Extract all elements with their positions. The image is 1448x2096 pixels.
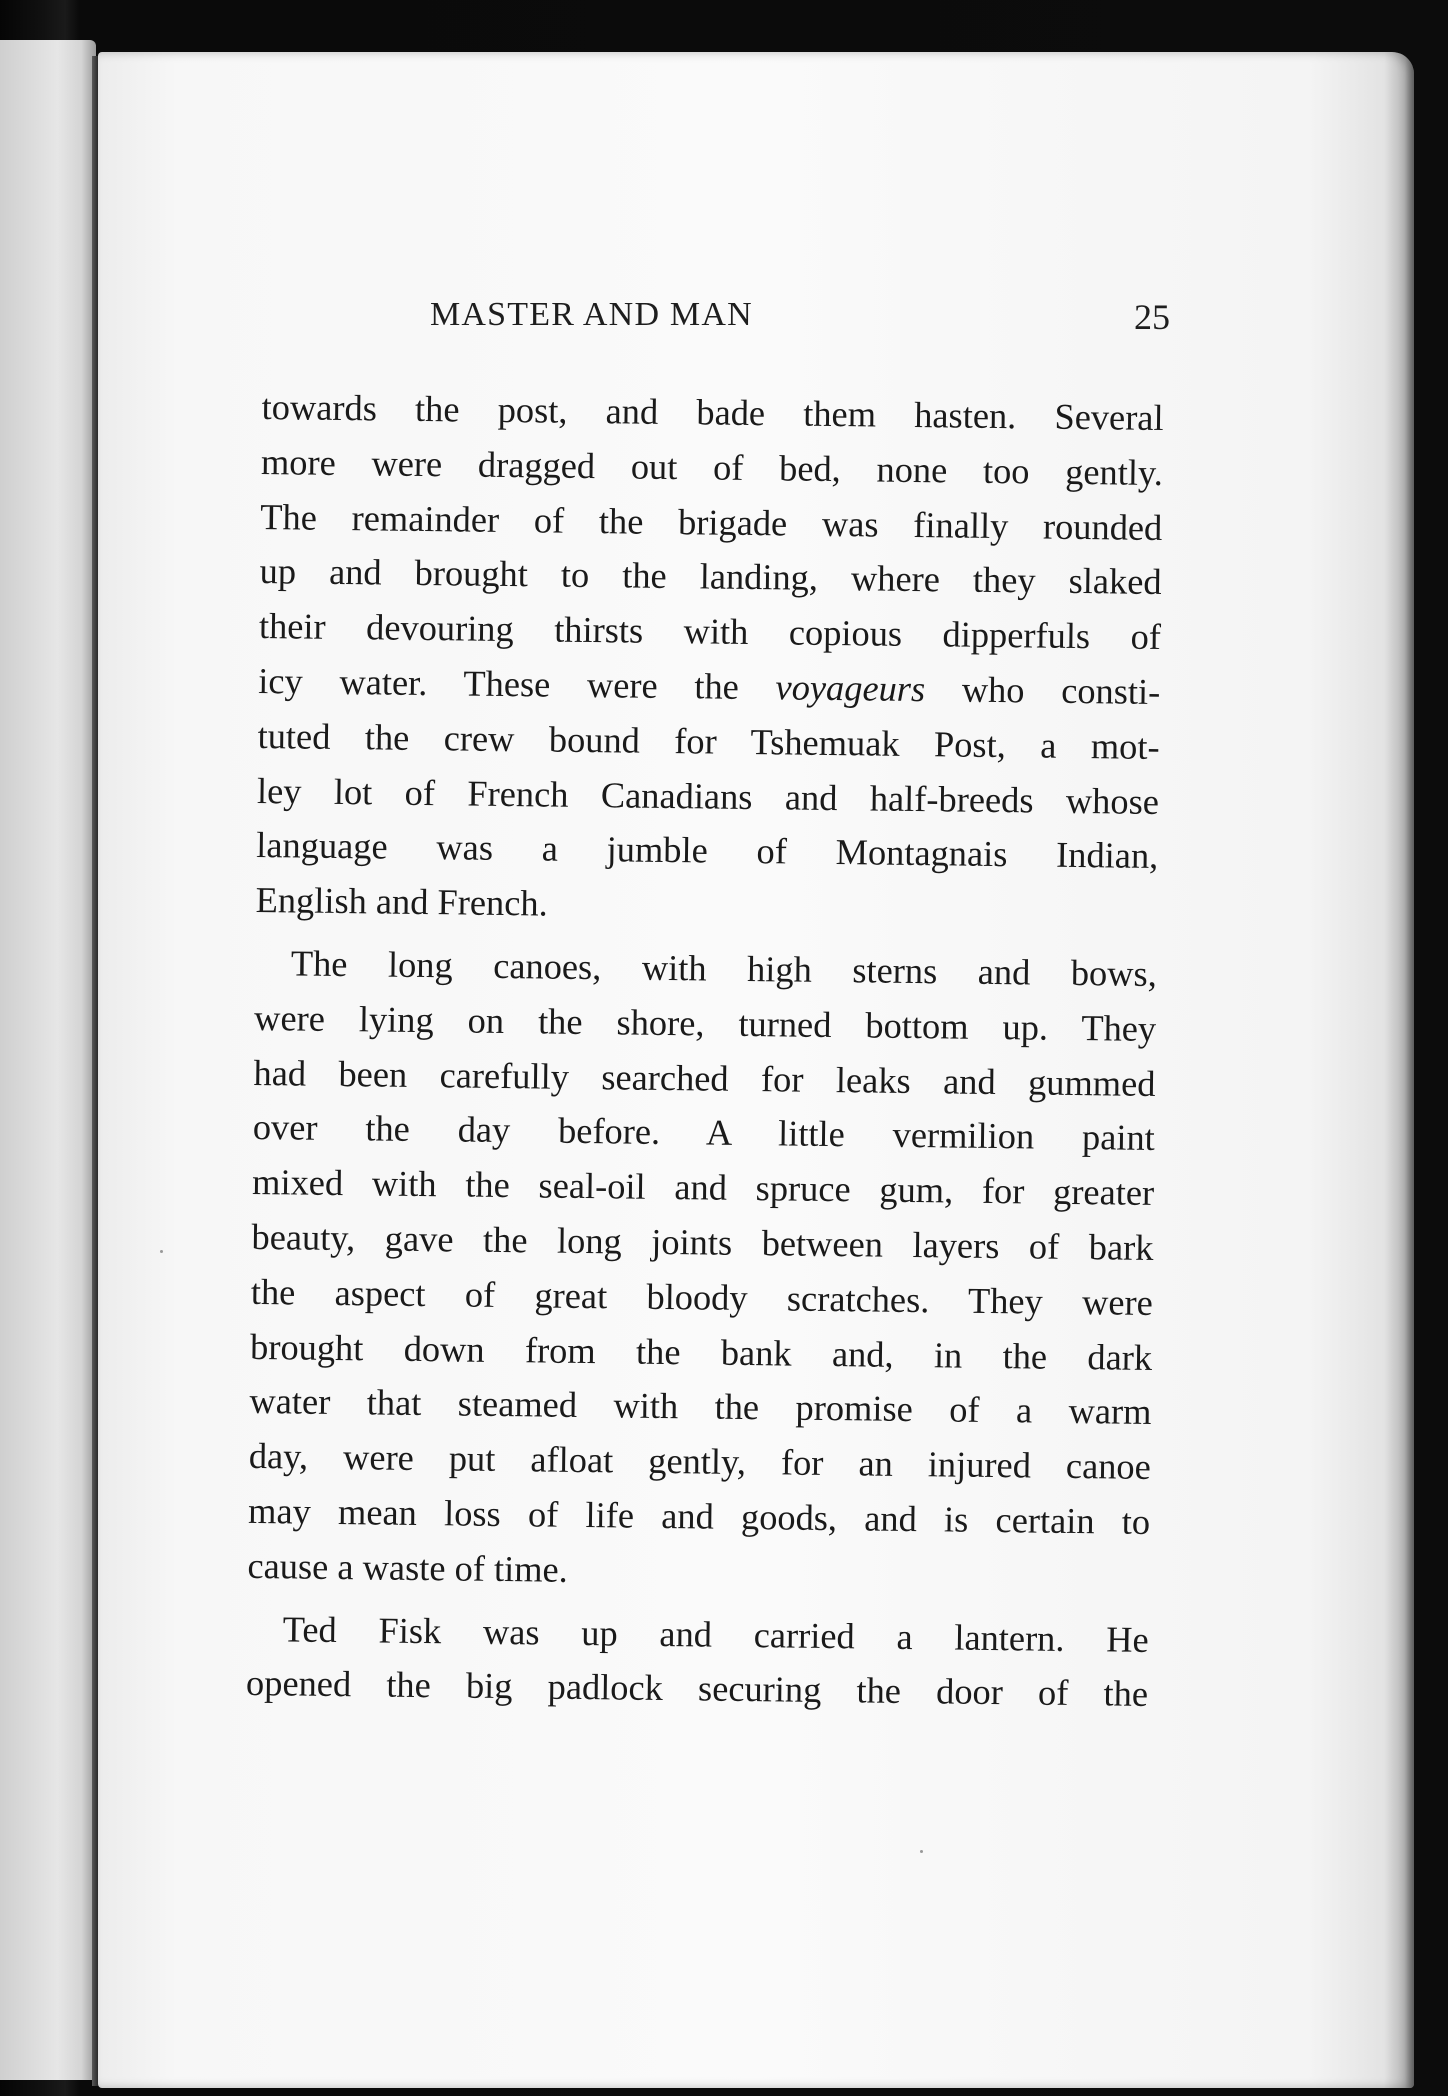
text-line: may mean loss of life and goods, and is certain to [247,1490,1151,1542]
text-line: opened the big padlock securing the door of the [245,1663,1149,1715]
running-head [430,296,1170,356]
text-line: brought down from the bank and, in the dark [249,1326,1153,1378]
text-line: ley lot of French Canadians and half-breeds whose [256,770,1160,822]
paper-speck [160,1250,163,1253]
text-line: tuted the crew bound for Tshemuak Post, a mot- [257,715,1160,767]
text-line: the aspect of great bloody scratches. They were [250,1271,1154,1323]
text-line: towards the post, and bade them hasten. Several [261,386,1164,439]
text-segment: who consti- [961,669,1161,712]
page-curl-shadow [1384,52,1414,2088]
text-line: beauty, gave the long joints between layers of bark [251,1216,1154,1268]
text-line: over the day before. A little vermilion paint [252,1107,1156,1159]
text-line: more were dragged out of bed, none too gently. [260,441,1164,493]
text-segment: icy water. These were the [258,660,740,707]
text-line: water that steamed with the promise of a warm [249,1381,1152,1433]
text-line: Ted Fisk was up and carried a lantern. He [282,1608,1149,1660]
running-title: MASTER AND MAN [430,296,753,333]
paper-speck [920,1850,923,1853]
text-line: mixed with the seal-oil and spruce gum, for greater [251,1162,1155,1214]
text-line: had been carefully searched for leaks and gummed [253,1052,1156,1104]
text-line: up and brought to the landing, where they slaked [259,551,1162,603]
text-line: their devouring thirsts with copious dipperfuls of [258,606,1162,658]
text-line: day, were put afloat gently, for an injured canoe [248,1436,1152,1488]
facing-page-edge [0,40,96,2080]
text-line: language was a jumble of Montagnais Indian, [256,825,1159,877]
text-line: were lying on the shore, turned bottom up. They [253,997,1157,1049]
text-line: English and French. [255,880,548,924]
text-line: The long canoes, with high sterns and bows, [290,943,1158,994]
italic-word: voyageurs [775,667,926,710]
page-number: 25 [1134,297,1170,337]
body-text [246,380,1164,1722]
text-line: The remainder of the brigade was finally rounded [260,496,1163,548]
text-line: cause a waste of time. [247,1545,569,1590]
